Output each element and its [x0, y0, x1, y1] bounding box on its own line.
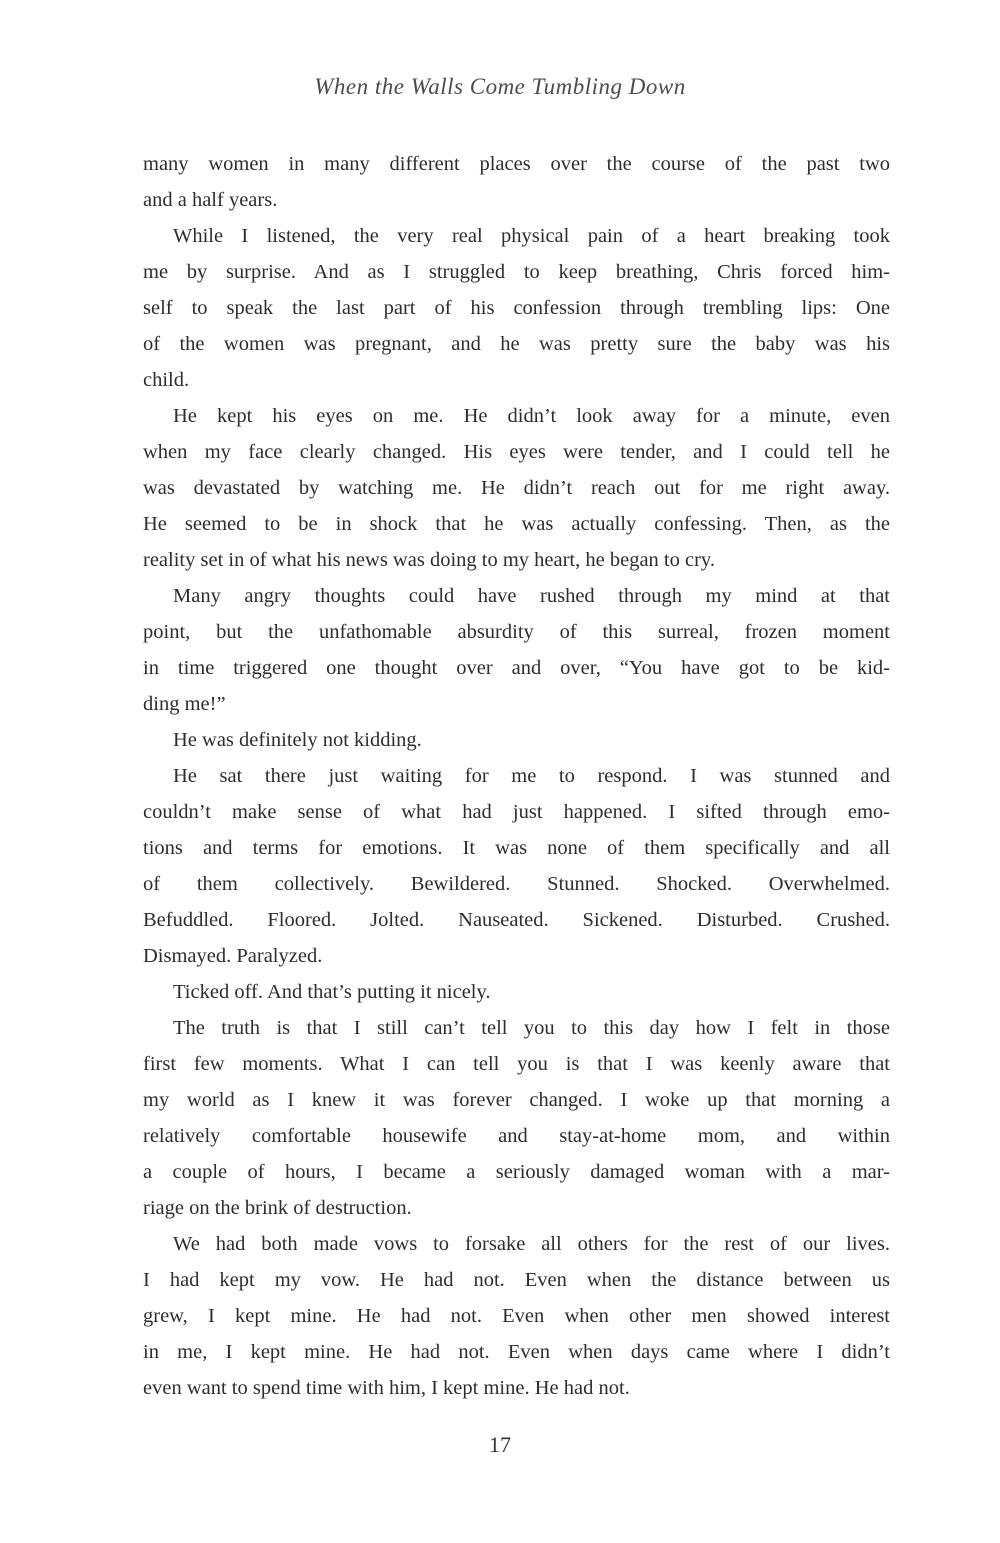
paragraph: [143, 1010, 890, 1226]
text-line: me by surprise. And as I struggled to keep breathing, Chris forced him-: [143, 261, 890, 283]
text-line: relatively comfortable housewife and stay-at-home mom, and within: [143, 1125, 890, 1147]
text-line: Befuddled. Floored. Jolted. Nauseated. Sickened. Disturbed. Crushed.: [143, 909, 890, 931]
text-line: We had both made vows to forsake all others for the rest of our lives.: [173, 1233, 890, 1255]
text-line: child.: [143, 369, 190, 391]
paragraph: [143, 146, 890, 218]
text-line: couldn’t make sense of what had just happened. I sifted through emo-: [143, 801, 890, 823]
paragraph: [143, 1226, 890, 1406]
text-line: He sat there just waiting for me to respond. I was stunned and: [173, 765, 890, 787]
text-line: when my face clearly changed. His eyes were tender, and I could tell he: [143, 441, 890, 463]
text-line: He seemed to be in shock that he was actually confessing. Then, as the: [143, 513, 890, 535]
text-line: tions and terms for emotions. It was none of them specifically and all: [143, 837, 890, 859]
paragraph: [143, 974, 890, 1010]
page-number: 17: [489, 1432, 511, 1457]
paragraph: [143, 758, 890, 974]
paragraph: [143, 578, 890, 722]
page-body: [143, 146, 890, 1406]
text-line: I had kept my vow. He had not. Even when the distance between us: [143, 1269, 890, 1291]
text-line: first few moments. What I can tell you is that I was keenly aware that: [143, 1053, 890, 1075]
text-line: even want to spend time with him, I kept mine. He had not.: [143, 1377, 630, 1399]
paragraph: [143, 398, 890, 578]
paragraph: [143, 722, 890, 758]
text-line: ding me!”: [143, 693, 226, 715]
text-line: reality set in of what his news was doing to my heart, he began to cry.: [143, 549, 715, 571]
text-line: He kept his eyes on me. He didn’t look away for a minute, even: [173, 405, 890, 427]
paragraph: [143, 218, 890, 398]
text-line: of them collectively. Bewildered. Stunned. Shocked. Overwhelmed.: [143, 873, 890, 895]
text-line: Ticked off. And that’s putting it nicely.: [173, 981, 491, 1003]
text-line: He was definitely not kidding.: [173, 729, 422, 751]
text-line: and a half years.: [143, 189, 278, 211]
text-line: grew, I kept mine. He had not. Even when other men showed interest: [143, 1305, 890, 1327]
text-line: in me, I kept mine. He had not. Even when days came where I didn’t: [143, 1341, 890, 1363]
running-header-title: When the Walls Come Tumbling Down: [314, 74, 686, 99]
text-line: of the women was pregnant, and he was pretty sure the baby was his: [143, 333, 890, 355]
text-line: in time triggered one thought over and over, “You have got to be kid-: [143, 657, 890, 679]
text-line: While I listened, the very real physical pain of a heart breaking took: [173, 225, 890, 247]
text-line: a couple of hours, I became a seriously damaged woman with a mar-: [143, 1161, 890, 1183]
text-line: riage on the brink of destruction.: [143, 1197, 412, 1219]
text-line: point, but the unfathomable absurdity of this surreal, frozen moment: [143, 621, 890, 643]
text-line: Many angry thoughts could have rushed through my mind at that: [173, 585, 890, 607]
text-line: was devastated by watching me. He didn’t reach out for me right away.: [143, 477, 890, 499]
text-line: my world as I knew it was forever changed. I woke up that morning a: [143, 1089, 890, 1111]
text-line: Dismayed. Paralyzed.: [143, 945, 323, 967]
text-line: self to speak the last part of his confession through trembling lips: One: [143, 297, 890, 319]
text-line: The truth is that I still can’t tell you to this day how I felt in those: [173, 1017, 890, 1039]
text-line: many women in many different places over the course of the past two: [143, 153, 890, 175]
